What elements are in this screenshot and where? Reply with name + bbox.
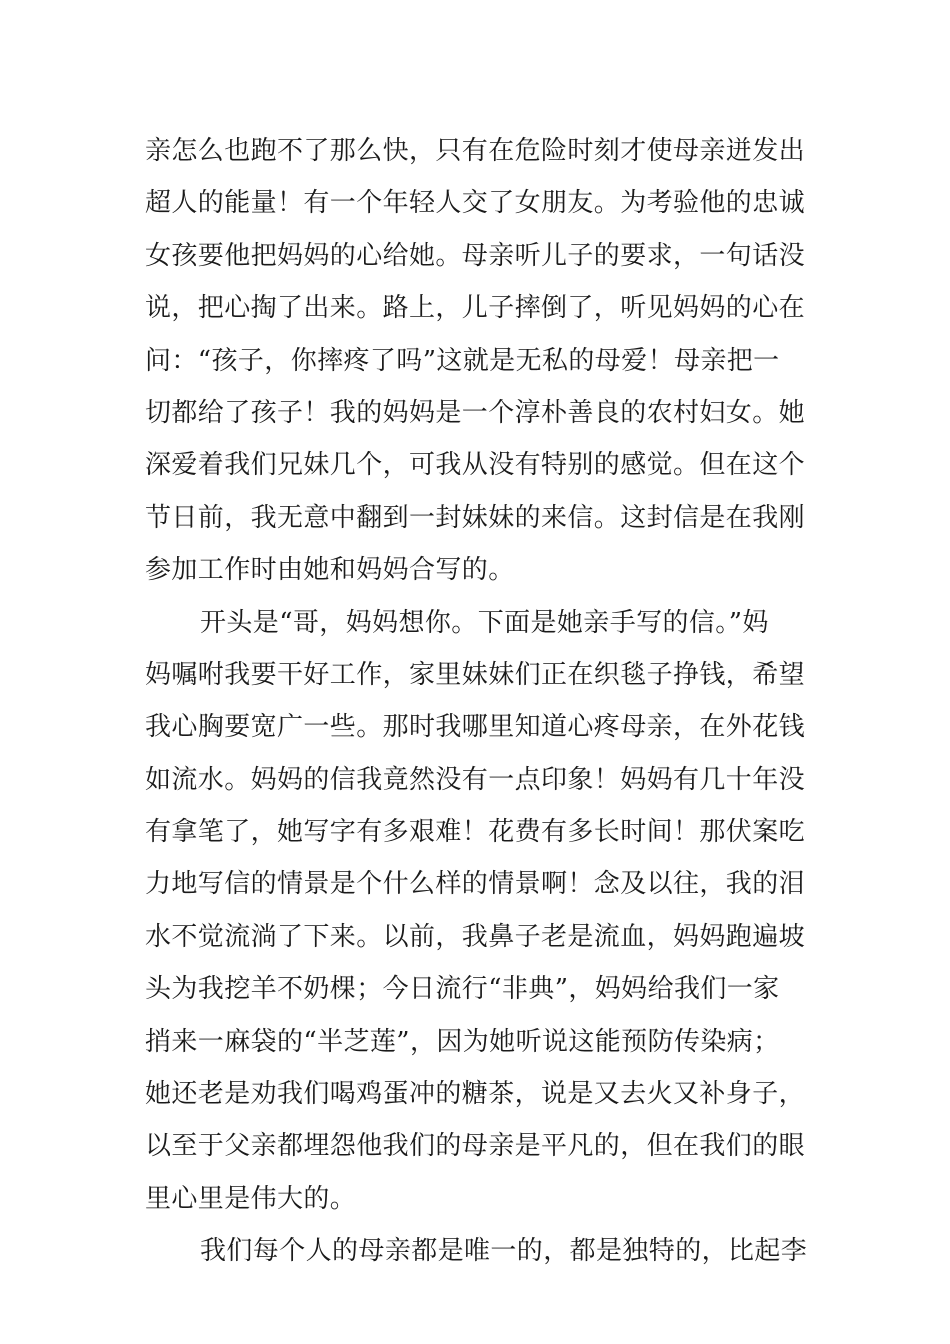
text-line: 如流水。妈妈的信我竟然没有一点印象！妈妈有几十年没 [145, 764, 806, 795]
paragraph-start-line: 开头是“哥，妈妈想你。下面是她亲手写的信。”妈 [200, 607, 769, 638]
text-line: 力地写信的情景是个什么样的情景啊！念及以往，我的泪 [145, 869, 806, 900]
text-line: 节日前，我无意中翻到一封妹妹的来信。这封信是在我刚 [145, 502, 806, 533]
text-line: 我心胸要宽广一些。那时我哪里知道心疼母亲，在外花钱 [145, 712, 806, 743]
paragraph-start-line: 我们每个人的母亲都是唯一的，都是独特的，比起李 [200, 1236, 808, 1267]
text-line: 女孩要他把妈妈的心给她。母亲听儿子的要求，一句话没 [145, 240, 806, 271]
text-line: 问：“孩子，你摔疼了吗”这就是无私的母爱！母亲把一 [145, 345, 780, 376]
document-body [145, 125, 810, 1278]
text-line: 参加工作时由她和妈妈合写的。 [145, 555, 515, 586]
text-line: 以至于父亲都埋怨他我们的母亲是平凡的，但在我们的眼 [145, 1131, 806, 1162]
text-line: 超人的能量！有一个年轻人交了女朋友。为考验他的忠诚 [145, 188, 806, 219]
text-line: 有拿笔了，她写字有多艰难！花费有多长时间！那伏案吃 [145, 817, 806, 848]
text-line: 水不觉流淌了下来。以前，我鼻子老是流血，妈妈跑遍坡 [145, 921, 806, 952]
text-line: 里心里是伟大的。 [145, 1183, 357, 1214]
text-line: 深爱着我们兄妹几个，可我从没有特别的感觉。但在这个 [145, 450, 806, 481]
text-line: 亲怎么也跑不了那么快，只有在危险时刻才使母亲迸发出 [145, 136, 806, 166]
text-line: 切都给了孩子！我的妈妈是一个淳朴善良的农村妇女。她 [145, 397, 806, 428]
text-line: 说，把心掏了出来。路上，儿子摔倒了，听见妈妈的心在 [145, 293, 806, 324]
text-line: 捎来一麻袋的“半芝莲”，因为她听说这能预防传染病； [145, 1026, 780, 1057]
text-line: 头为我挖羊不奶棵；今日流行“非典”，妈妈给我们一家 [145, 974, 780, 1005]
text-line: 她还老是劝我们喝鸡蛋冲的糖茶，说是又去火又补身子， [145, 1079, 806, 1110]
text-line: 妈嘱咐我要干好工作，家里妹妹们正在织毯子挣钱，希望 [145, 659, 806, 690]
